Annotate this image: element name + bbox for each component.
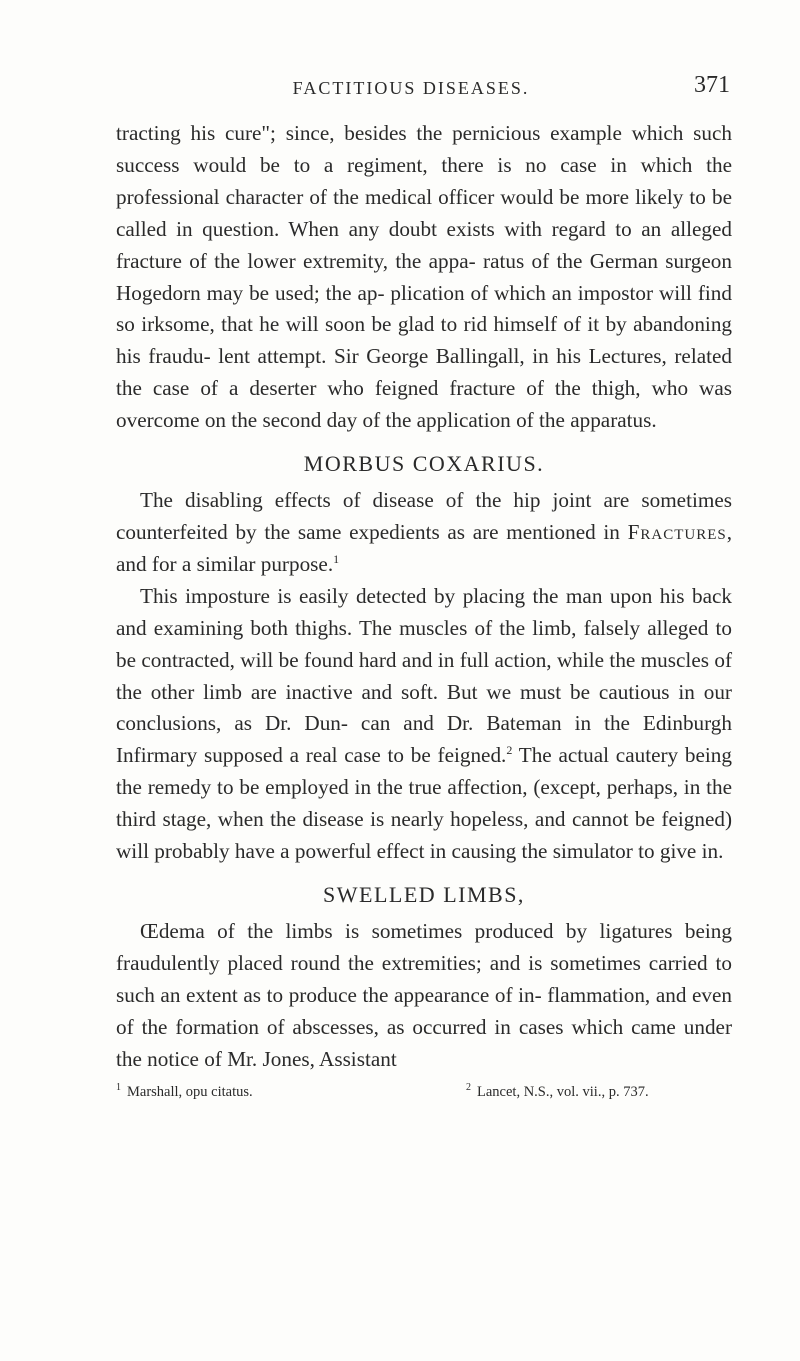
footnote-1 xyxy=(116,1082,253,1101)
fractures-reference: Fractures xyxy=(627,519,727,544)
running-head xyxy=(116,72,736,102)
paragraph-text: The disabling effects of disease of the hip joint are sometimes counterfeited by the same expedients as are mentioned in xyxy=(116,488,732,544)
paragraph-text: This imposture is easily detected by placing the man upon his back and examining both thighs. The muscles of the limb, falsely alleged to be contracted, will be found hard and in full action, while the muscles of the other limb are inactive and soft. But we must be cautious in our conclusions, as Dr. Dun- can and Dr. Bateman in the Edinburgh Infirmary supposed a real case to be feigned. xyxy=(116,583,732,768)
footnote-ref-2: 2 xyxy=(506,743,513,758)
body-text xyxy=(116,118,732,1075)
paragraph-continuation: tracting his cure"; since, besides the pernicious example which such success would be to a regiment, there is no case in which the professional character of the medical officer would be more likely to be called in question. When any doubt exists with regard to an alleged fracture of the lower extremity, the appa- ratus of the German surgeon Hogedorn may be used; the ap- plication of which an impostor will find so irksome, that he will soon be glad to rid himself of it by abandoning his fraudu- lent attempt. Sir George Ballingall, in his Lectures, related the case of a deserter who feigned fracture of the thigh, who was overcome on the second day of the application of the apparatus. xyxy=(116,121,732,433)
section-heading-morbus-coxarius: MORBUS COXARIUS. xyxy=(303,451,545,477)
paragraph-hip-joint xyxy=(116,485,732,581)
paragraph-imposture xyxy=(116,581,732,868)
footnote-2 xyxy=(466,1082,649,1101)
footnote-text-1: Marshall, opu citatus. xyxy=(127,1083,253,1100)
paragraph-oedema: Œdema of the limbs is sometimes produced by ligatures being fraudulently placed round the extremities; and is sometimes carried to such an extent as to produce the appearance of in- flammation, and even of the formation of abscesses, as occurred in cases which came under the notice of Mr. Jones, Assistant xyxy=(116,918,732,1071)
footnotes xyxy=(116,1082,732,1104)
section-heading-swelled-limbs: SWELLED LIMBS, xyxy=(323,881,525,907)
page-number: 371 xyxy=(694,72,730,98)
paragraph-text: The actual cautery being the remedy to be employed in the true affection, (except, perhaps, in the third stage, when the disease is nearly hopeless, and cannot be feigned) will probably have a powerful effect in causing the simulator to give in. xyxy=(116,743,732,864)
footnote-text-2: Lancet, N.S., vol. vii., p. 737. xyxy=(477,1083,649,1100)
footnote-mark-1: 1 xyxy=(116,1082,121,1093)
running-title: FACTITIOUS DISEASES. xyxy=(292,78,530,98)
footnote-ref-1: 1 xyxy=(333,551,340,566)
footnote-mark-2: 2 xyxy=(466,1082,471,1093)
paragraph-text: , and for a similar purpose. xyxy=(116,519,733,576)
